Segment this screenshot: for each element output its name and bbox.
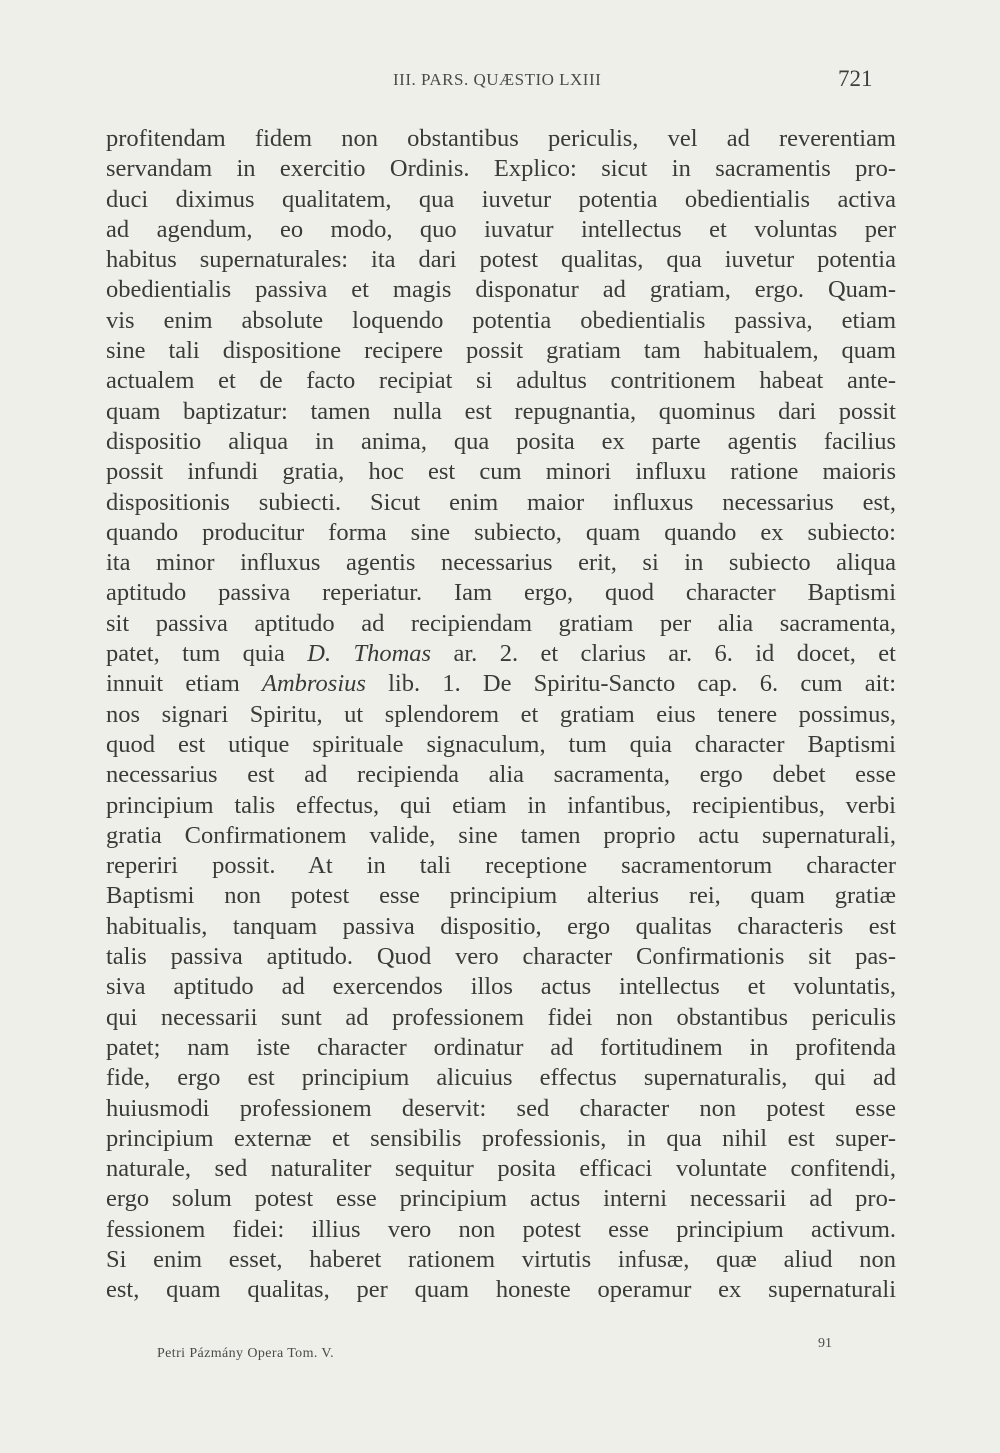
running-head: III. PARS. QUÆSTIO LXIII [393,70,602,89]
text-line: siva aptitudo ad exercendos illos actus intellectus et voluntatis, [106,973,896,1001]
text-line: dispositionis subiecti. Sicut enim maior influxus necessarius est, [106,488,896,516]
text-line: patet; nam iste character ordinatur ad fortitudinem in profitenda [106,1033,896,1061]
text-line: duci diximus qualitatem, qua iuvetur potentia obedientialis activa [106,185,896,213]
text-line: ad agendum, eo modo, quo iuvatur intellectus et voluntas per [106,215,896,243]
text-line: quando producitur forma sine subiecto, quam quando ex subiecto: [106,518,896,546]
text-line: innuit etiam Ambrosius lib. 1. De Spiritu-Sancto cap. 6. cum ait: [106,670,896,698]
text-line: aptitudo passiva reperiatur. Iam ergo, quod character Baptismi [106,579,896,607]
text-line: actualem et de facto recipiat si adultus contritionem habeat ante- [106,367,896,395]
text-line: principium externæ et sensibilis professionis, in qua nihil est super- [106,1124,896,1152]
text-line: quam baptizatur: tamen nulla est repugnantia, quominus dari possit [106,397,896,425]
text-line: Si enim esset, haberet rationem virtutis infusæ, quæ aliud non [106,1245,896,1273]
text-line: possit infundi gratia, hoc est cum minori influxu ratione maioris [106,458,896,486]
text-line: patet, tum quia D. Thomas ar. 2. et clarius ar. 6. id docet, et [106,640,896,668]
text-line: ergo solum potest esse principium actus interni necessarii ad pro- [106,1185,896,1213]
text-line: gratia Confirmationem valide, sine tamen proprio actu supernaturali, [106,821,896,849]
text-line: nos signari Spiritu, ut splendorem et gratiam eius tenere possimus, [106,700,896,728]
body-text [106,124,896,1306]
text-line: est, quam qualitas, per quam honeste operamur ex supernaturali [106,1276,896,1304]
text-line: fessionem fidei: illius vero non potest esse principium activum. [106,1215,896,1243]
text-line: fide, ergo est principium alicuius effectus supernaturalis, qui ad [106,1064,896,1092]
text-line: habitualis, tanquam passiva dispositio, ergo qualitas characteris est [106,912,896,940]
page-number: 721 [838,66,873,91]
text-line: Baptismi non potest esse principium alterius rei, quam gratiæ [106,882,896,910]
text-line: talis passiva aptitudo. Quod vero character Confirmationis sit pas- [106,943,896,971]
text-line: ita minor influxus agentis necessarius erit, si in subiecto aliqua [106,549,896,577]
text-line: qui necessarii sunt ad professionem fidei non obstantibus periculis [106,1003,896,1031]
text-line: habitus supernaturales: ita dari potest qualitas, qua iuvetur potentia [106,246,896,274]
text-line: sit passiva aptitudo ad recipiendam gratiam per alia sacramenta, [106,609,896,637]
text-line: dispositio aliqua in anima, qua posita ex parte agentis facilius [106,427,896,455]
text-line: obedientialis passiva et magis disponatur ad gratiam, ergo. Quam- [106,276,896,304]
text-line: sine tali dispositione recipere possit gratiam tam habitualem, quam [106,337,896,365]
text-line: quod est utique spirituale signaculum, tum quia character Baptismi [106,730,896,758]
signature-number: 91 [818,1336,832,1351]
text-line: huiusmodi professionem deservit: sed character non potest esse [106,1094,896,1122]
text-line: vis enim absolute loquendo potentia obedientialis passiva, etiam [106,306,896,334]
text-line: principium talis effectus, qui etiam in infantibus, recipientibus, verbi [106,791,896,819]
text-line: naturale, sed naturaliter sequitur posita efficaci voluntate confitendi, [106,1155,896,1183]
text-line: necessarius est ad recipienda alia sacramenta, ergo debet esse [106,761,896,789]
printer-signature: Petri Pázmány Opera Tom. V. [157,1346,335,1361]
text-line: profitendam fidem non obstantibus periculis, vel ad reverentiam [106,125,896,152]
text-line: reperiri possit. At in tali receptione sacramentorum character [106,852,896,880]
text-line: servandam in exercitio Ordinis. Explico: sicut in sacramentis pro- [106,155,896,183]
